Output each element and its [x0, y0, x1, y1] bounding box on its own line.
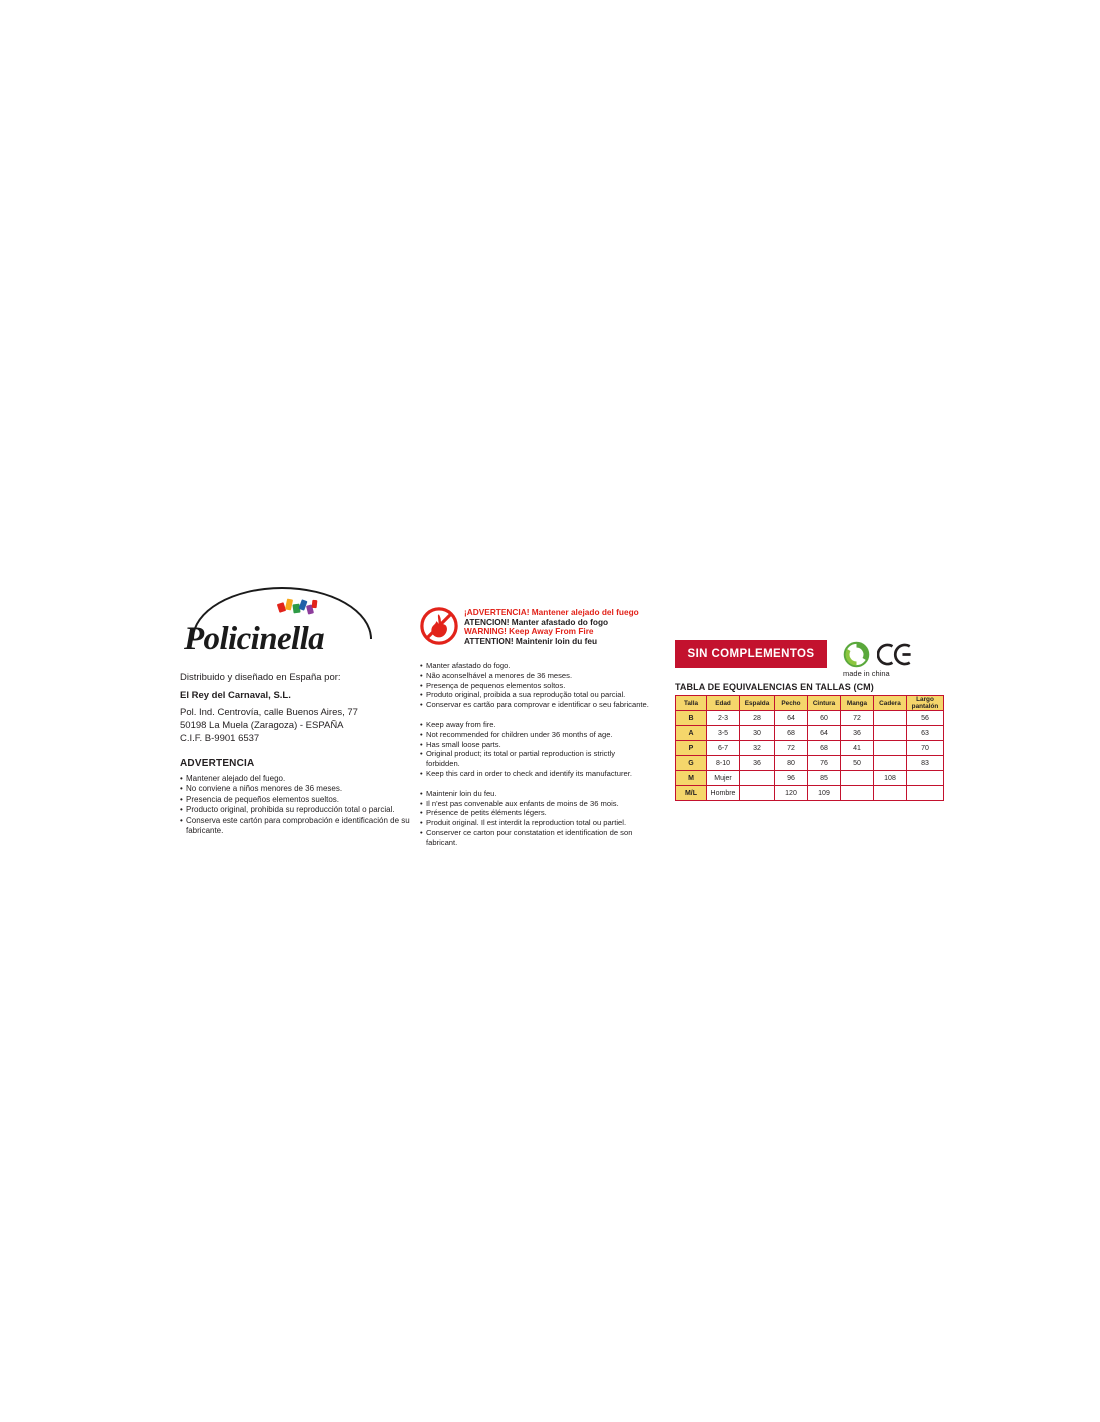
- warning-item: • Manter afastado do fogo.: [420, 661, 650, 671]
- table-row: [676, 711, 944, 726]
- warning-item: • Conserver ce carton pour constatation et identification de son fabricant.: [420, 828, 650, 848]
- table-cell: [907, 786, 944, 801]
- table-cell: 30: [740, 726, 775, 741]
- cif-number: C.I.F. B-9901 6537: [180, 733, 260, 744]
- table-cell: 96: [775, 771, 808, 786]
- table-cell: 83: [907, 756, 944, 771]
- table-cell: [874, 726, 907, 741]
- badge-row: [675, 640, 960, 680]
- warning-item: • Présence de petits éléments légers.: [420, 808, 650, 818]
- table-cell: M: [676, 771, 707, 786]
- warning-item: • Não aconselhável a menores de 36 meses.: [420, 671, 650, 681]
- table-cell: 72: [775, 741, 808, 756]
- ce-mark-icon: [877, 640, 917, 669]
- warning-list-en: [420, 720, 650, 779]
- warning-item: • Presença de pequenos elementos soltos.: [420, 681, 650, 691]
- table-cell: 70: [907, 741, 944, 756]
- warning-heading: ADVERTENCIA: [180, 758, 255, 769]
- warning-languages: [464, 607, 650, 646]
- table-row: [676, 726, 944, 741]
- table-cell: 3-5: [707, 726, 740, 741]
- left-column: [180, 585, 420, 836]
- warning-list-es: [180, 774, 420, 836]
- brand-logo: [180, 585, 380, 665]
- table-cell: 50: [841, 756, 874, 771]
- table-row: [676, 786, 944, 801]
- table-cell: P: [676, 741, 707, 756]
- th-cintura: Cintura: [808, 696, 841, 711]
- brand-wordmark: Policinella: [184, 621, 325, 657]
- table-cell: 63: [907, 726, 944, 741]
- th-largo-pantalon: Largo pantalón: [907, 696, 944, 711]
- table-cell: [874, 756, 907, 771]
- warning-item: • Has small loose parts.: [420, 740, 650, 750]
- table-cell: 76: [808, 756, 841, 771]
- th-cadera: Cadera: [874, 696, 907, 711]
- warning-item: • Mantener alejado del fuego.: [180, 774, 420, 784]
- made-in-china-label: made in china: [843, 669, 890, 678]
- table-cell: 64: [808, 726, 841, 741]
- table-cell: G: [676, 756, 707, 771]
- table-cell: 64: [775, 711, 808, 726]
- table-cell: [841, 771, 874, 786]
- table-cell: 6-7: [707, 741, 740, 756]
- warning-item: • Il n'est pas convenable aux enfants de moins de 36 mois.: [420, 799, 650, 809]
- table-header-row: [676, 696, 944, 711]
- th-manga: Manga: [841, 696, 874, 711]
- table-cell: 108: [874, 771, 907, 786]
- product-label-sheet: [180, 585, 960, 845]
- table-cell: M/L: [676, 786, 707, 801]
- table-row: [676, 756, 944, 771]
- table-cell: 36: [740, 756, 775, 771]
- warning-item: • Not recommended for children under 36 months of age.: [420, 730, 650, 740]
- table-cell: [740, 786, 775, 801]
- table-cell: 120: [775, 786, 808, 801]
- company-name: El Rey del Carnaval, S.L.: [180, 690, 291, 701]
- address-line-2: 50198 La Muela (Zaragoza) - ESPAÑA: [180, 720, 344, 731]
- warning-group-pt: [420, 661, 650, 710]
- green-dot-recycling-icon: [843, 641, 870, 668]
- fire-warning-header: [420, 607, 650, 651]
- middle-column: [420, 607, 650, 848]
- size-table-title: TABLA DE EQUIVALENCIAS EN TALLAS (CM): [675, 682, 874, 692]
- warning-item: • Keep this card in order to check and identify its manufacturer.: [420, 769, 650, 779]
- th-pecho: Pecho: [775, 696, 808, 711]
- address-line-1: Pol. Ind. Centrovía, calle Buenos Aires, 77: [180, 707, 358, 718]
- warning-list-pt: [420, 661, 650, 710]
- table-row: [676, 771, 944, 786]
- table-cell: B: [676, 711, 707, 726]
- warning-group-fr: [420, 789, 650, 848]
- fire-warning-line: ¡ADVERTENCIA! Mantener alejado del fuego: [464, 607, 639, 617]
- table-cell: 80: [775, 756, 808, 771]
- warning-item: • No conviene a niños menores de 36 meses.: [180, 784, 420, 794]
- distributor-intro: Distribuido y diseñado en España por:: [180, 672, 341, 683]
- th-espalda: Espalda: [740, 696, 775, 711]
- table-cell: [740, 771, 775, 786]
- table-cell: Hombre: [707, 786, 740, 801]
- table-cell: 2-3: [707, 711, 740, 726]
- table-cell: [874, 786, 907, 801]
- size-equivalence-table: [675, 695, 944, 801]
- table-cell: 32: [740, 741, 775, 756]
- table-cell: 36: [841, 726, 874, 741]
- fire-warning-line: ATENCION! Manter afastado do fogo: [464, 616, 609, 627]
- table-cell: 68: [775, 726, 808, 741]
- table-cell: 68: [808, 741, 841, 756]
- th-edad: Edad: [707, 696, 740, 711]
- table-cell: A: [676, 726, 707, 741]
- warning-list-fr: [420, 789, 650, 848]
- warning-item: • Conserva este cartón para comprobación e identificación de su fabricante.: [180, 816, 420, 837]
- warning-item: • Producto original, prohibida su reproducción total o parcial.: [180, 805, 420, 815]
- distributor-block: [180, 671, 420, 745]
- table-cell: [874, 741, 907, 756]
- table-cell: [874, 711, 907, 726]
- status-badge: SIN COMPLEMENTOS: [675, 640, 827, 668]
- table-cell: 8-10: [707, 756, 740, 771]
- fire-warning-line: ATTENTION! Maintenir loin du feu: [464, 635, 598, 646]
- table-cell: [841, 786, 874, 801]
- fire-warning-line: WARNING! Keep Away From Fire: [464, 626, 594, 637]
- right-column: [675, 640, 960, 801]
- warning-item: • Produit original. Il est interdit la reproduction total ou partiel.: [420, 818, 650, 828]
- warning-item: • Maintenir loin du feu.: [420, 789, 650, 799]
- table-cell: 56: [907, 711, 944, 726]
- warning-item: • Produto original, proibida a sua reprodução total ou parcial.: [420, 690, 650, 700]
- table-row: [676, 741, 944, 756]
- warning-item: • Original product; its total or partial reproduction is strictly forbidden.: [420, 749, 650, 769]
- th-talla: Talla: [676, 696, 707, 711]
- table-cell: 28: [740, 711, 775, 726]
- table-cell: [907, 771, 944, 786]
- table-cell: 85: [808, 771, 841, 786]
- table-body: [676, 711, 944, 801]
- warning-item: • Keep away from fire.: [420, 720, 650, 730]
- table-cell: 109: [808, 786, 841, 801]
- table-cell: Mujer: [707, 771, 740, 786]
- table-cell: 41: [841, 741, 874, 756]
- table-cell: 60: [808, 711, 841, 726]
- no-fire-warning-icon: [420, 607, 458, 645]
- warning-item: • Conservar es cartão para comprovar e identificar o seu fabricante.: [420, 700, 650, 710]
- warning-item: • Presencia de pequeños elementos sueltos.: [180, 795, 420, 805]
- warning-group-en: [420, 720, 650, 779]
- table-cell: 72: [841, 711, 874, 726]
